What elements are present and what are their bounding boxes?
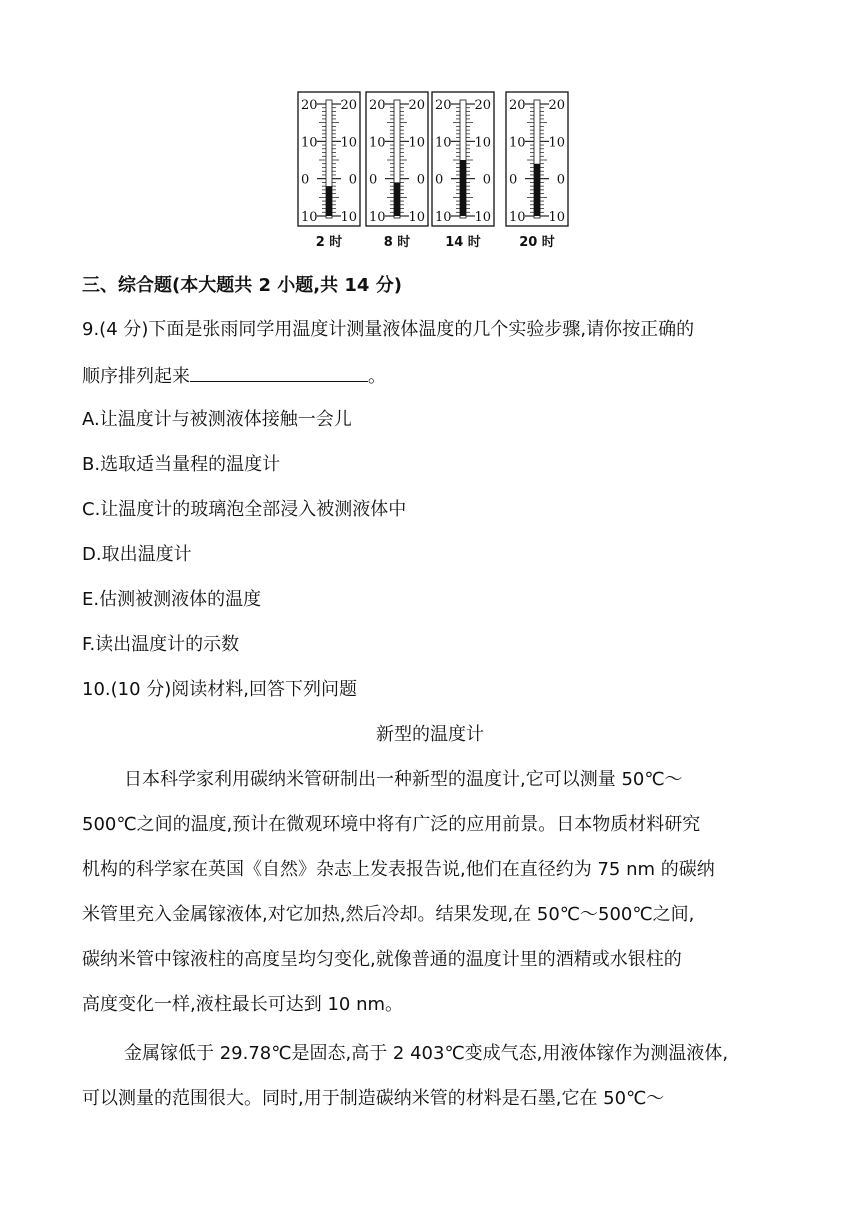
scale-label-right: 10 (408, 135, 425, 151)
scale-label-left: 0 (369, 172, 378, 188)
scale-label-left: 10 (301, 135, 318, 151)
scale-label-left: 0 (301, 172, 310, 188)
scale-label-right: 10 (340, 135, 357, 151)
scale-label-left: 20 (435, 98, 452, 113)
thermometer-caption: 20 时 (519, 235, 555, 250)
liquid-column (394, 182, 400, 216)
scale-label-right: 0 (416, 172, 425, 188)
q9-stem-prefix: 顺序排列起来 (82, 366, 190, 387)
article-title: 新型的温度计 (376, 724, 484, 745)
scale-label-left: 10 (509, 135, 526, 151)
scale-label-right: 10 (408, 210, 425, 225)
q9-stem-suffix: 。 (368, 366, 386, 387)
thermometer-3 (432, 92, 494, 250)
scale-label-right: 20 (474, 98, 491, 113)
scale-label-right: 0 (482, 172, 491, 188)
q9-stem-line2 (82, 363, 386, 389)
scale-label-right: 10 (548, 135, 565, 151)
paragraph1-line6: 高度变化一样,液柱最长可达到 10 nm。 (82, 994, 404, 1015)
scale-label-left: 10 (369, 210, 386, 225)
scale-label-left: 10 (369, 135, 386, 151)
scale-label-right: 10 (474, 135, 491, 151)
scale-label-right: 20 (548, 98, 565, 113)
paragraph2-line1: 金属镓低于 29.78℃是固态,高于 2 403℃变成气态,用液体镓作为测温液体, (124, 1043, 729, 1064)
q9-option-b: B.选取适当量程的温度计 (82, 454, 281, 475)
paragraph1-line5: 碳纳米管中镓液柱的高度呈均匀变化,就像普通的温度计里的酒精或水银柱的 (82, 949, 682, 970)
thermometer-4 (506, 92, 568, 250)
scale-label-left: 20 (509, 98, 526, 113)
scale-label-right: 20 (408, 98, 425, 113)
thermometer-caption: 2 时 (315, 235, 343, 250)
scale-label-right: 10 (548, 210, 565, 225)
scale-label-right: 20 (340, 98, 357, 113)
scale-label-left: 20 (301, 98, 318, 113)
scale-label-left: 20 (369, 98, 386, 113)
answer-blank[interactable] (190, 363, 368, 382)
liquid-column (460, 160, 466, 216)
thermometer-caption: 8 时 (383, 235, 411, 250)
paragraph1-line2: 500℃之间的温度,预计在微观环境中将有广泛的应用前景。日本物质材料研究 (82, 814, 701, 835)
q10-stem: 10.(10 分)阅读材料,回答下列问题 (82, 679, 358, 700)
q9-option-c: C.让温度计的玻璃泡全部浸入被测液体中 (82, 499, 407, 520)
scale-label-right: 10 (340, 210, 357, 225)
scale-label-right: 0 (348, 172, 357, 188)
paragraph1-line3: 机构的科学家在英国《自然》杂志上发表报告说,他们在直径约为 75 nm 的碳纳 (82, 859, 715, 880)
scale-label-left: 0 (435, 172, 444, 188)
q9-option-a: A.让温度计与被测液体接触一会儿 (82, 409, 352, 430)
scale-label-left: 10 (435, 135, 452, 151)
paragraph1-line4: 米管里充入金属镓液体,对它加热,然后冷却。结果发现,在 50℃～500℃之间, (82, 904, 695, 925)
q9-option-e: E.估测被测液体的温度 (82, 589, 262, 610)
liquid-column (534, 164, 540, 216)
paragraph1-line1: 日本科学家利用碳纳米管研制出一种新型的温度计,它可以测量 50℃～ (124, 769, 683, 790)
scale-label-left: 10 (509, 210, 526, 225)
q9-stem-line1: 9.(4 分)下面是张雨同学用温度计测量液体温度的几个实验步骤,请你按正确的 (82, 319, 695, 340)
scale-label-left: 0 (509, 172, 518, 188)
section-title: 三、综合题(本大题共 2 小题,共 14 分) (82, 275, 402, 296)
scale-label-left: 10 (435, 210, 452, 225)
thermometer-2 (366, 92, 428, 250)
scale-label-right: 10 (474, 210, 491, 225)
scale-label-left: 10 (301, 210, 318, 225)
scale-label-right: 0 (556, 172, 565, 188)
q9-option-f: F.读出温度计的示数 (82, 634, 240, 655)
q9-option-d: D.取出温度计 (82, 544, 192, 565)
thermometer-caption: 14 时 (445, 235, 481, 250)
paragraph2-line2: 可以测量的范围很大。同时,用于制造碳纳米管的材料是石墨,它在 50℃～ (82, 1088, 665, 1109)
liquid-column (326, 186, 332, 216)
thermometer-1 (298, 92, 360, 250)
thermometer-figure (290, 84, 580, 254)
